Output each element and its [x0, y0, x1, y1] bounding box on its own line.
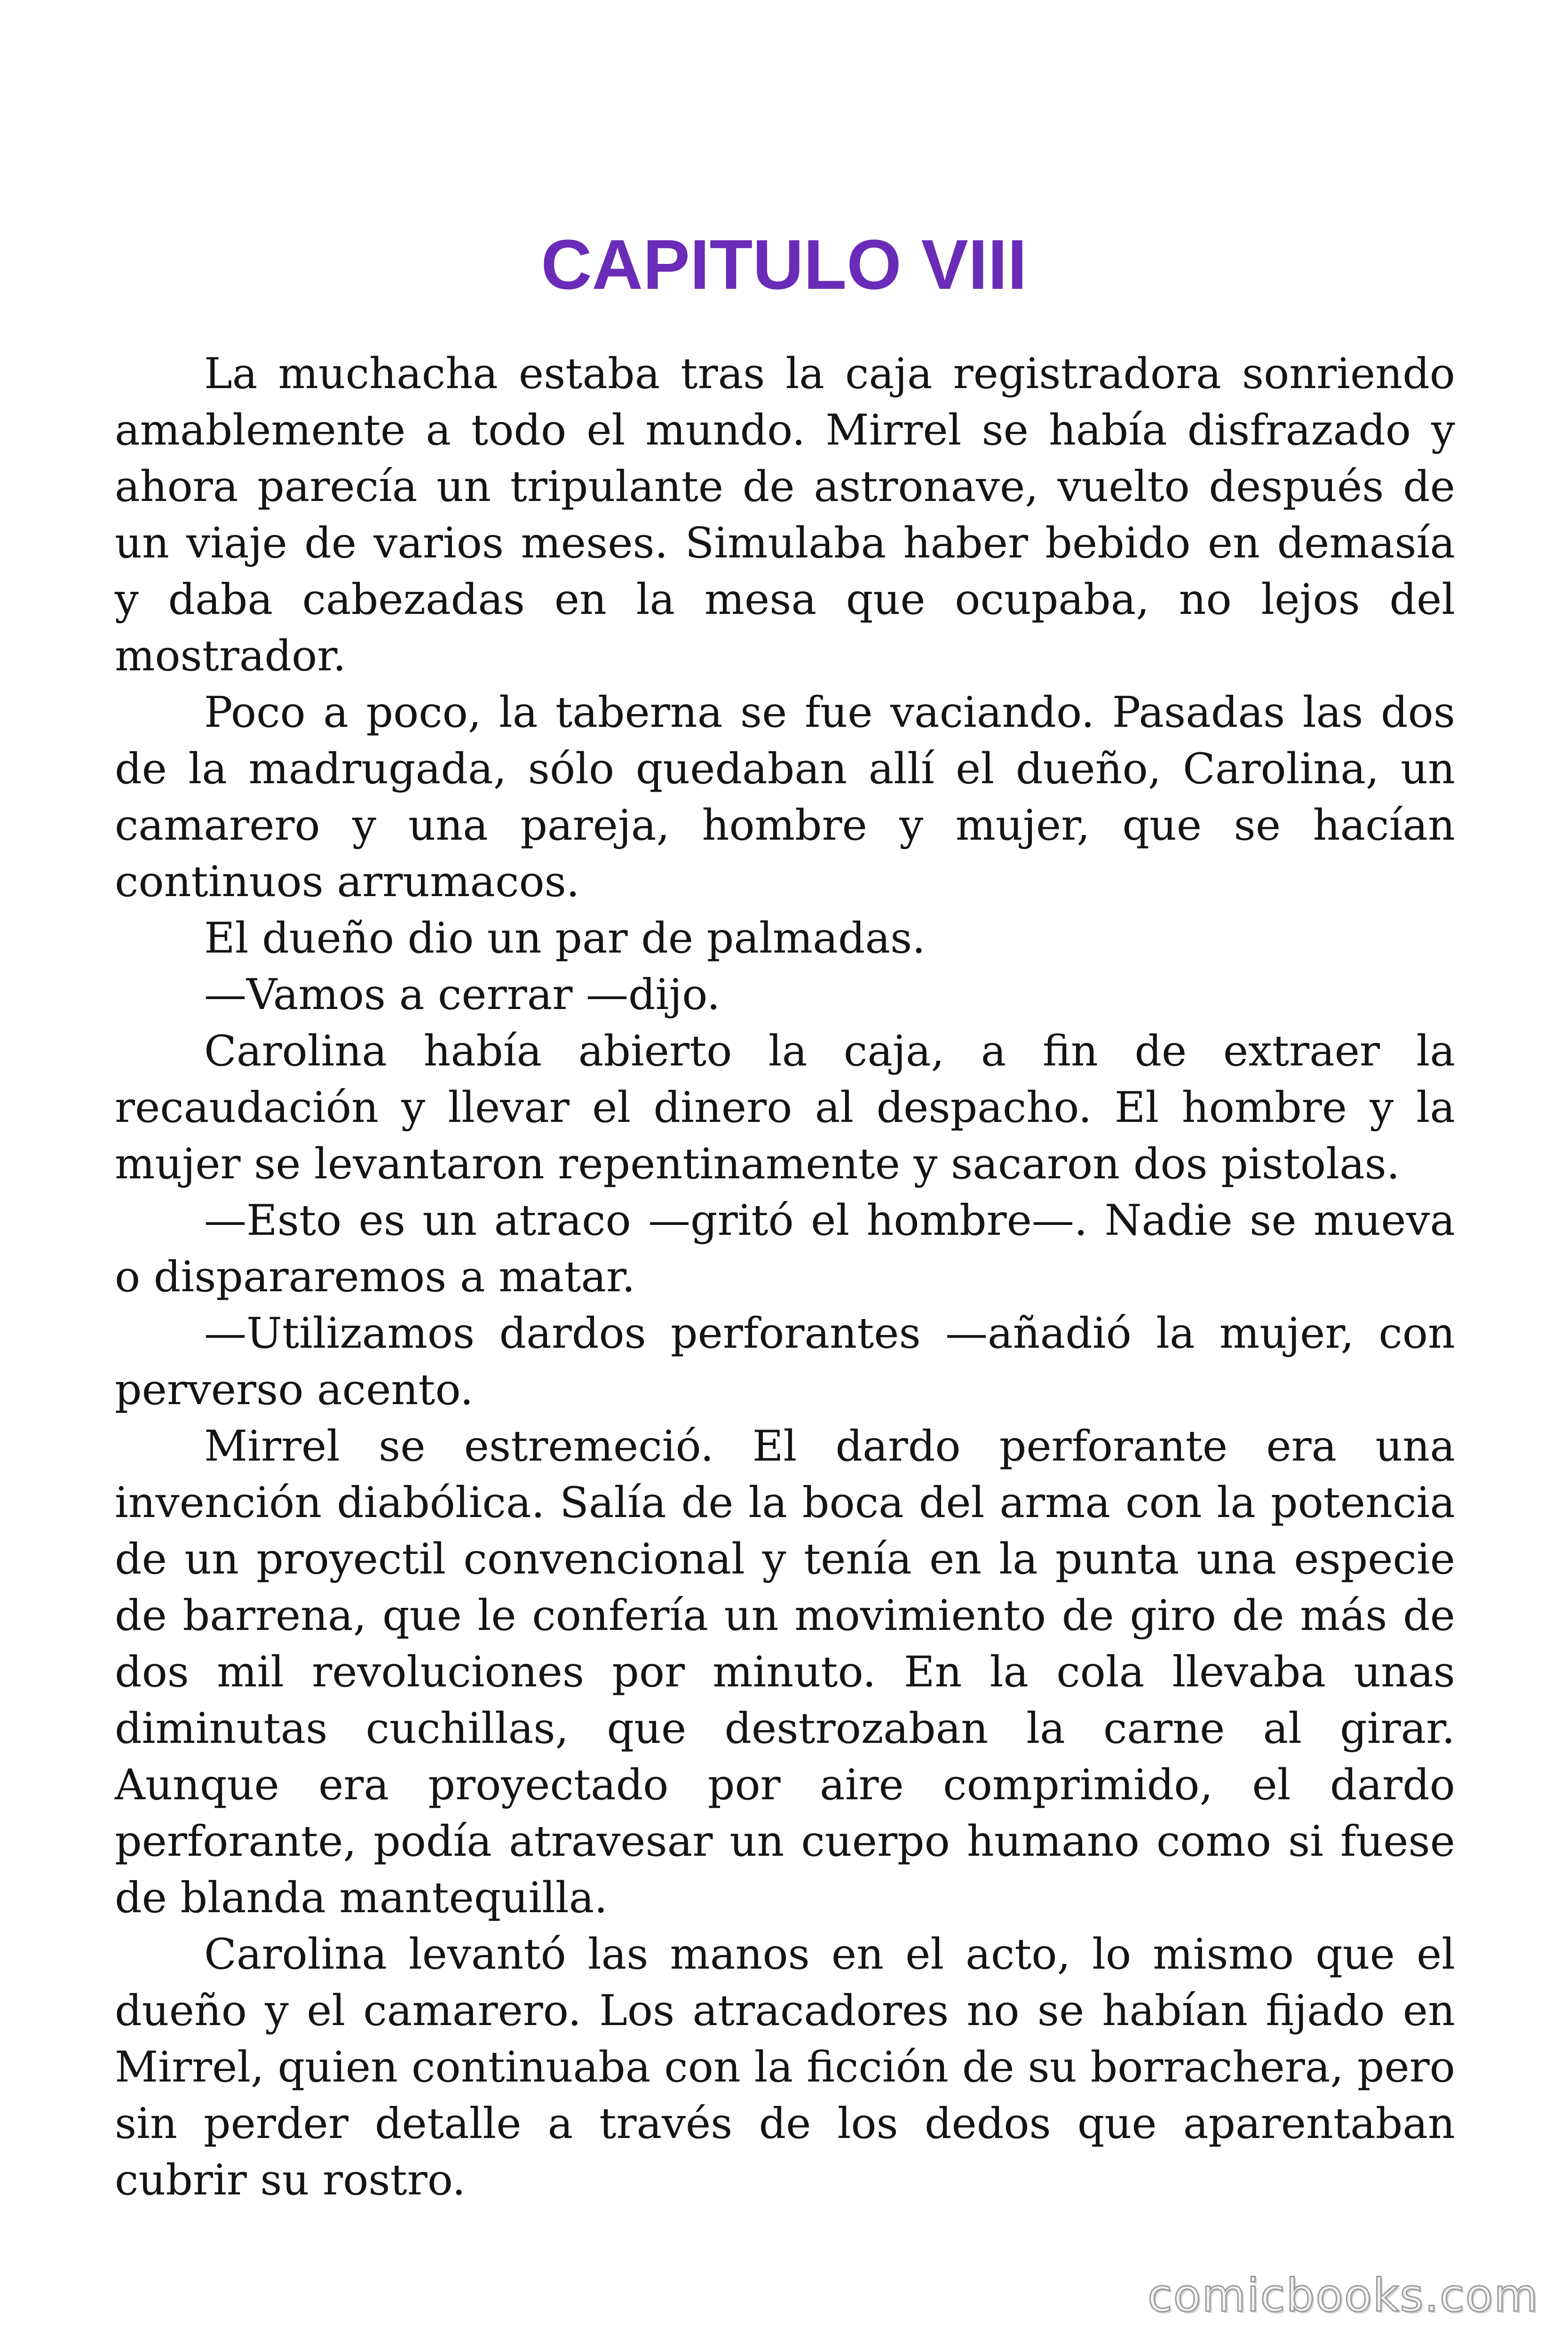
paragraph: Carolina había abierto la caja, a fin de extraer la recaudación y llevar el dinero al despacho. El hombre y la mujer se levantaron repentinamente y sacaron dos pistolas.: [115, 1026, 1455, 1189]
paragraph: —Utilizamos dardos perforantes —añadió la mujer, con perverso acento.: [115, 1309, 1455, 1414]
paragraph: El dueño dio un par de palmadas.: [204, 914, 926, 963]
paragraph: La muchacha estaba tras la caja registradora sonriendo amablemente a todo el mundo. Mirrel se había disfrazado y ahora parecía un tripulante de astronave, vuelto después de un viaje de varios meses. Simulaba haber bebido en demasía y daba cabezadas en la mesa que ocupaba, no lejos del mostrador.: [115, 349, 1455, 681]
paragraph: Mirrel se estremeció. El dardo perforante era una invención diabólica. Salía de la boca del arma con la potencia de un proyectil convencional y tenía en la punta una especie de barrena, que le confería un movimiento de giro de más de dos mil revoluciones por minuto. En la cola llevaba unas diminutas cuchillas, que destrozaban la carne al girar. Aunque era proyectado por aire comprimido, el dardo perforante, podía atravesar un cuerpo humano como si fuese de blanda mantequilla.: [115, 1422, 1455, 1923]
paragraph: Carolina levantó las manos en el acto, lo mismo que el dueño y el camarero. Los atracadores no se habían fijado en Mirrel, quien continuaba con la ficción de su borrachera, pero sin perder detalle a través de los dedos que aparentaban cubrir su rostro.: [115, 1930, 1455, 2205]
paragraph: —Esto es un atraco —gritó el hombre—. Nadie se mueva o dispararemos a matar.: [115, 1196, 1455, 1302]
chapter-body: [115, 346, 1455, 2209]
chapter-title: CAPITULO VIII: [541, 225, 1027, 304]
paragraph: Poco a poco, la taberna se fue vaciando. Pasadas las dos de la madrugada, sólo quedaban allí el dueño, Carolina, un camarero y una pareja, hombre y mujer, que se hacían continuos arrumacos.: [115, 688, 1455, 906]
watermark: comicbooks.com: [1147, 2269, 1539, 2322]
paragraph: —Vamos a cerrar —dijo.: [204, 970, 721, 1019]
